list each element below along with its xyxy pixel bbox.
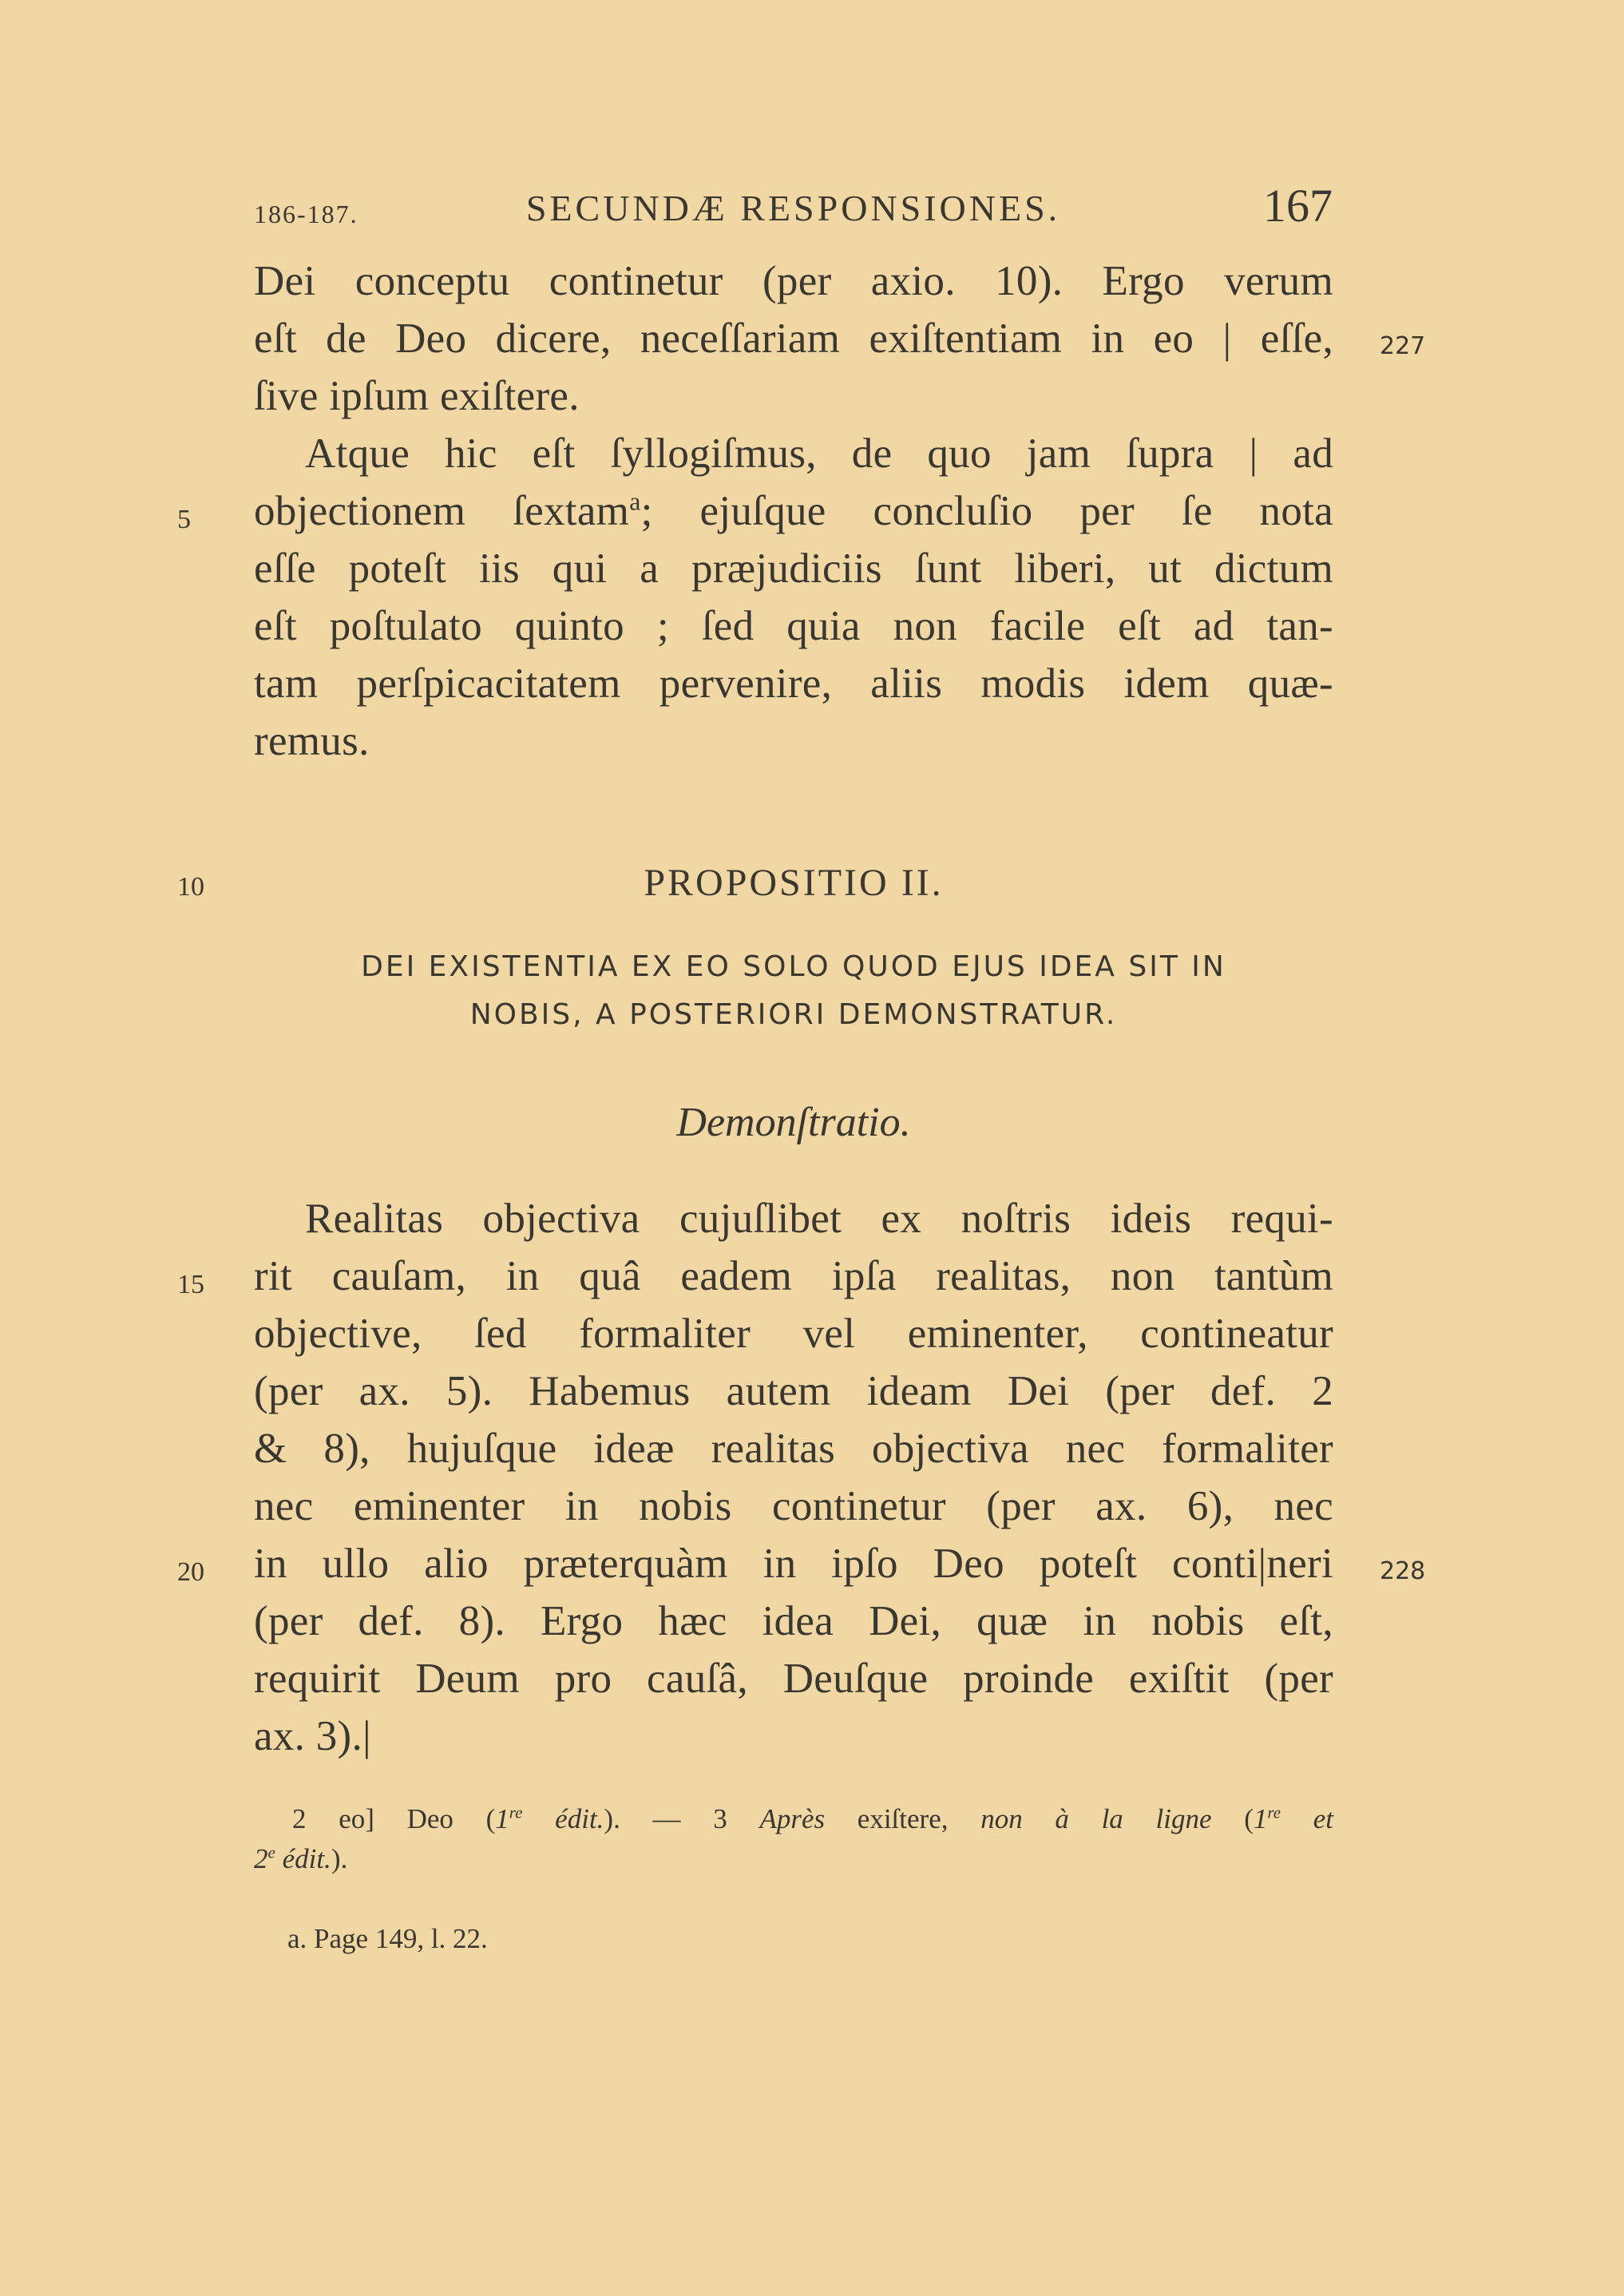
margin-ref: 228 [1380, 1557, 1426, 1585]
text-line: eſſe poteſt iis qui a præjudiciis ſunt liberi, ut dictum [254, 545, 1333, 592]
variant-footnote-continued: 2e édit.). [254, 1842, 348, 1874]
text-line: (per ax. 5). Habemus autem ideam Dei (per def. 2 [254, 1368, 1333, 1414]
text-line: nec eminenter in nobis continetur (per ax. 6), nec [254, 1483, 1333, 1529]
text-line: Realitas objectiva cujuſlibet ex noſtris ideis requi- [305, 1196, 1333, 1242]
text-line: remus. [254, 718, 370, 764]
text-line: tam perſpicacitatem pervenire, aliis modis idem quæ- [254, 660, 1333, 707]
page-number: 167 [1263, 180, 1333, 232]
text-line: Dei conceptu continetur (per axio. 10). Ergo verum [254, 258, 1333, 304]
proposition-subtitle: DEI EXISTENTIA EX EO SOLO QUOD EJUS IDEA SIT IN [361, 950, 1226, 983]
margin-ref: 227 [1380, 332, 1426, 360]
running-header [254, 176, 1333, 240]
text-line: rit cauſam, in quâ eadem ipſa realitas, non tantùm [254, 1253, 1333, 1299]
text-line: eſt de Deo dicere, neceſſariam exiſtentiam in eo | eſſe, [254, 315, 1333, 362]
text-line: ax. 3).| [254, 1713, 371, 1759]
text-line: in ullo alio præterquàm in ipſo Deo poteſt conti|neri [254, 1541, 1333, 1587]
text-line: requirit Deum pro cauſâ, Deuſque proinde exiſtit (per [254, 1656, 1333, 1702]
line-number: 20 [177, 1557, 204, 1587]
proposition-subtitle: NOBIS, A POSTERIORI DEMONSTRATUR. [469, 998, 1118, 1031]
text-line: ſive ipſum exiſtere. [254, 373, 580, 419]
variant-footnote: 2 eo] Deo (1re édit.). — 3 Après exiſtere, non à la ligne (1re et [292, 1802, 1334, 1834]
demonstration-heading: Demonſtratio. [676, 1100, 911, 1145]
line-number: 10 [177, 872, 204, 902]
header-title: SECUNDÆ RESPONSIONES. [525, 188, 1061, 228]
text-line: objective, ſed formaliter vel eminenter, contineatur [254, 1311, 1333, 1357]
line-number: 5 [177, 505, 191, 534]
source-footnote: a. Page 149, l. 22. [287, 1923, 488, 1954]
footnote-mark[interactable]: a [629, 487, 641, 516]
text-line: objectionem ſextam$^a$; ejuſque concluſio per ſe nota [254, 487, 1333, 534]
line-number: 15 [177, 1270, 204, 1299]
text-line: (per def. 8). Ergo hæc idea Dei, quæ in nobis eſt, [254, 1598, 1333, 1644]
proposition-title: PROPOSITIO II. [644, 862, 944, 904]
text-line: & 8), hujuſque ideæ realitas objectiva nec formaliter [254, 1426, 1333, 1472]
header-page-range: 186-187. [254, 200, 358, 228]
text-line: eſt poſtulato quinto ; ſed quia non facile eſt ad tan- [254, 603, 1333, 649]
text-line: Atque hic eſt ſyllogiſmus, de quo jam ſupra | ad [305, 430, 1333, 477]
